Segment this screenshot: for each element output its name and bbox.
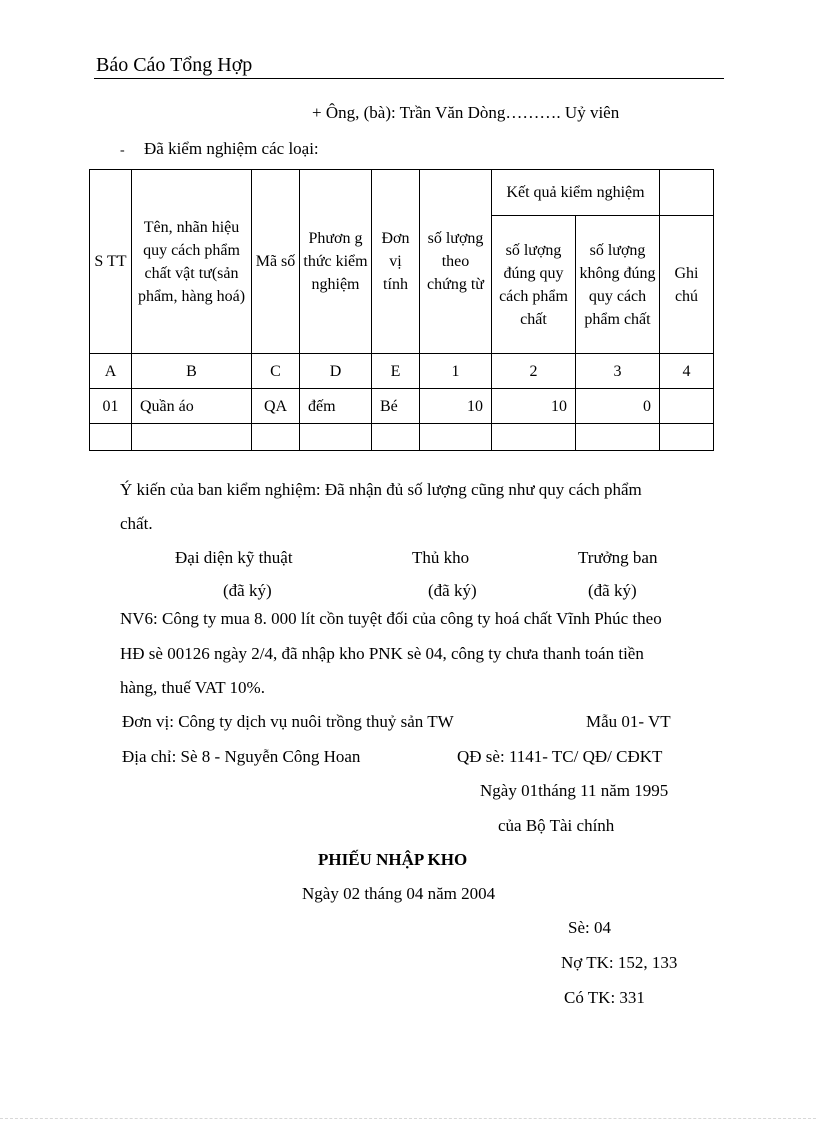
header-note: Ghi chú <box>660 216 714 354</box>
table-row <box>90 424 714 451</box>
cell-code <box>252 424 300 451</box>
signature-role-storekeeper: Thủ kho <box>412 548 470 567</box>
cell-unit: Bé <box>372 389 420 424</box>
code-cell: 4 <box>660 354 714 389</box>
form-decision: QĐ sè: 1141- TC/ QĐ/ CĐKT <box>457 747 663 766</box>
opinion-line-1: Ý kiến của ban kiểm nghiệm: Đã nhận đủ số lượng cũng như quy cách phẩm <box>120 480 642 499</box>
cell-qty-ok <box>492 424 576 451</box>
inspected-items-line: Đã kiểm nghiệm các loại: <box>144 139 319 158</box>
signature-status-storekeeper: (đã ký) <box>428 581 477 600</box>
cell-note <box>660 424 714 451</box>
bullet-dash: - <box>120 143 125 158</box>
cell-doc-qty <box>420 424 492 451</box>
header-stt: S TT <box>90 170 132 354</box>
receipt-title: PHIẾU NHẬP KHO <box>318 850 468 869</box>
header-divider <box>94 78 724 79</box>
receipt-credit-account: Có TK: 331 <box>564 988 645 1007</box>
header-doc-qty: số lượng theo chứng từ <box>420 170 492 354</box>
receipt-debit-account: Nợ TK: 152, 133 <box>561 953 678 972</box>
cell-stt: 01 <box>90 389 132 424</box>
receipt-number: Sè: 04 <box>568 918 611 937</box>
cell-note <box>660 389 714 424</box>
cell-name <box>132 424 252 451</box>
code-cell: C <box>252 354 300 389</box>
code-cell: 1 <box>420 354 492 389</box>
cell-qty-bad: 0 <box>576 389 660 424</box>
form-address: Địa chỉ: Sè 8 - Nguyễn Công Hoan <box>122 747 361 766</box>
code-row <box>90 354 714 389</box>
transaction-line-2: HĐ sè 00126 ngày 2/4, đã nhập kho PNK sè 04, công ty chưa thanh toán tiền <box>120 644 644 663</box>
receipt-date: Ngày 02 tháng 04 năm 2004 <box>302 884 496 903</box>
transaction-line-1: NV6: Công ty mua 8. 000 lít cồn tuyệt đối của công ty hoá chất Vĩnh Phúc theo <box>120 609 662 628</box>
code-cell: E <box>372 354 420 389</box>
signature-role-technical: Đại diện kỹ thuật <box>175 548 293 567</box>
signature-status-technical: (đã ký) <box>223 581 272 600</box>
header-blank <box>660 170 714 216</box>
code-cell: B <box>132 354 252 389</box>
opinion-line-2: chất. <box>120 514 153 533</box>
header-qty-ok: số lượng đúng quy cách phẩm chất <box>492 216 576 354</box>
table-row <box>90 389 714 424</box>
cell-code: QA <box>252 389 300 424</box>
signature-status-head: (đã ký) <box>588 581 637 600</box>
form-number: Mẫu 01- VT <box>586 712 671 731</box>
page-bottom-edge <box>0 1118 816 1119</box>
cell-method: đếm <box>300 389 372 424</box>
header-method: Phươn g thức kiểm nghiệm <box>300 170 372 354</box>
cell-unit <box>372 424 420 451</box>
signature-role-head: Trưởng ban <box>578 548 658 567</box>
cell-qty-bad <box>576 424 660 451</box>
header-result-group: Kết quả kiểm nghiệm <box>492 170 660 216</box>
cell-method <box>300 424 372 451</box>
transaction-line-3: hàng, thuế VAT 10%. <box>120 678 265 697</box>
committee-member-line: + Ông, (bà): Trần Văn Dòng………. Uỷ viên <box>312 103 620 122</box>
cell-name: Quần áo <box>132 389 252 424</box>
header-unit: Đơn vị tính <box>372 170 420 354</box>
code-cell: D <box>300 354 372 389</box>
inspection-table <box>89 169 714 451</box>
code-cell: 2 <box>492 354 576 389</box>
form-decision-date: Ngày 01tháng 11 năm 1995 <box>480 781 669 800</box>
header-qty-bad: số lượng không đúng quy cách phẩm chất <box>576 216 660 354</box>
form-issuer: của Bộ Tài chính <box>498 816 615 835</box>
code-cell: A <box>90 354 132 389</box>
cell-stt <box>90 424 132 451</box>
header-name: Tên, nhãn hiệu quy cách phẩm chất vật tư(sản phẩm, hàng hoá) <box>132 170 252 354</box>
cell-doc-qty: 10 <box>420 389 492 424</box>
code-cell: 3 <box>576 354 660 389</box>
header-code: Mã số <box>252 170 300 354</box>
form-unit: Đơn vị: Công ty dịch vụ nuôi trồng thuỷ sản TW <box>122 712 454 731</box>
cell-qty-ok: 10 <box>492 389 576 424</box>
page-title: Báo Cáo Tổng Hợp <box>96 54 253 76</box>
